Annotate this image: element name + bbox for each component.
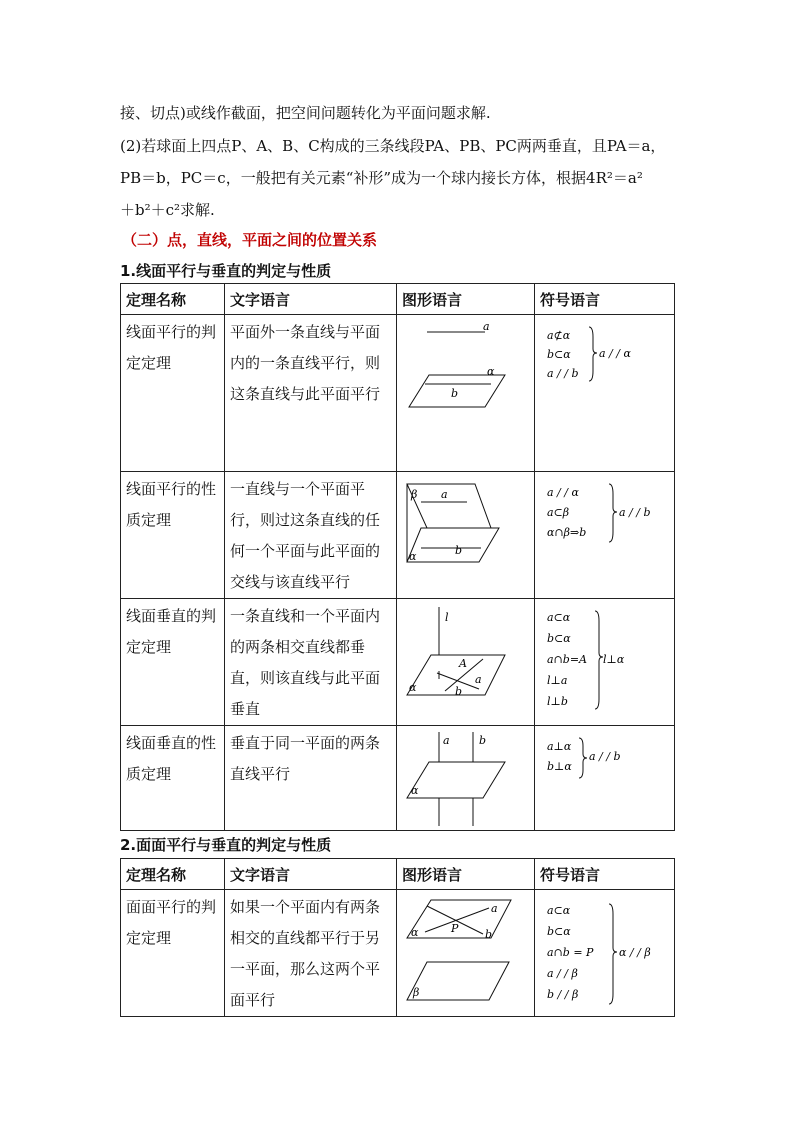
header-symbol: 符号语言: [535, 859, 675, 890]
theorem-name: 线面平行的性质定理: [121, 472, 225, 599]
symbol-line: b⊂α: [547, 632, 571, 645]
label-b: b: [479, 734, 487, 747]
theorem-table-2: [120, 858, 675, 1017]
symbol-line: a∩b = P: [547, 946, 594, 959]
symbol-line: a⊂α: [547, 904, 571, 917]
theorem-text: 一直线与一个平面平行，则过这条直线的任何一个平面与此平面的交线与该直线平行: [225, 472, 397, 599]
symbol-line: a⊥α: [547, 740, 572, 753]
label-b: b: [455, 544, 463, 557]
symbol-line: α∩β⇒b: [547, 526, 587, 539]
table-row: [121, 726, 675, 831]
label-a: a: [443, 734, 450, 747]
section-title: （二）点，直线，平面之间的位置关系: [122, 231, 378, 249]
theorem-symbol: [535, 726, 675, 831]
label-A: A: [459, 657, 467, 670]
symbol-line: a / / β: [547, 967, 578, 980]
header-name: 定理名称: [121, 859, 225, 890]
symbol-line: b⊂α: [547, 348, 571, 361]
header-symbol: 符号语言: [535, 284, 675, 315]
symbol-conclusion: α / / β: [619, 946, 651, 959]
label-alpha: α: [409, 550, 417, 563]
theorem-figure: [397, 726, 535, 831]
theorem-text: 一条直线和一个平面内的两条相交直线都垂直，则该直线与此平面垂直: [225, 599, 397, 726]
table-row: [121, 599, 675, 726]
symbol-line: a⊄α: [547, 329, 571, 342]
theorem-symbol: [535, 599, 675, 726]
theorem-symbol: [535, 315, 675, 472]
label-alpha: α: [487, 365, 495, 378]
label-alpha: α: [411, 784, 419, 797]
subsection-title-2: 2.面面平行与垂直的判定与性质: [120, 836, 332, 854]
symbol-line: a / / b: [547, 367, 579, 380]
symbol-line: b⊥α: [547, 760, 572, 773]
intro-line-2b: PB＝b，PC＝c，一般把有关元素“补形”成为一个球内接长方体，根据4R²＝a²: [120, 169, 643, 187]
label-a: a: [491, 902, 498, 915]
theorem-name: 线面平行的判定定理: [121, 315, 225, 472]
symbol-conclusion: a / / α: [599, 347, 631, 360]
theorem-table-1: [120, 283, 675, 831]
table-row: [121, 890, 675, 1017]
label-a: a: [483, 320, 490, 333]
table-row: [121, 472, 675, 599]
theorem-text: 垂直于同一平面的两条直线平行: [225, 726, 397, 831]
symbol-line: a⊂β: [547, 506, 570, 519]
label-b: b: [455, 685, 463, 698]
header-figure: 图形语言: [397, 859, 535, 890]
theorem-text: 如果一个平面内有两条相交的直线都平行于另一平面，那么这两个平面平行: [225, 890, 397, 1017]
symbol-line: a / / α: [547, 486, 579, 499]
intro-line-2a: (2)若球面上四点P、A、B、C构成的三条线段PA、PB、PC两两垂直，且PA＝a，: [120, 137, 666, 155]
line-plane-parallel-figure: [397, 315, 535, 471]
symbol-conclusion: l⊥α: [603, 653, 625, 666]
header-text: 文字语言: [225, 859, 397, 890]
subsection-title-1: 1.线面平行与垂直的判定与性质: [120, 262, 332, 280]
theorem-text: 平面外一条直线与平面内的一条直线平行，则这条直线与此平面平行: [225, 315, 397, 472]
theorem-figure: [397, 599, 535, 726]
intro-line-1: 接、切点)或线作截面，把空间问题转化为平面问题求解.: [120, 104, 491, 122]
theorem-name: 面面平行的判定定理: [121, 890, 225, 1017]
theorem-name: 线面垂直的性质定理: [121, 726, 225, 831]
theorem-name: 线面垂直的判定定理: [121, 599, 225, 726]
table-header-row: [121, 284, 675, 315]
header-name: 定理名称: [121, 284, 225, 315]
label-alpha: α: [409, 681, 417, 694]
table-header-row: [121, 859, 675, 890]
line-plane-perpendicular-figure: [397, 599, 535, 724]
header-text: 文字语言: [225, 284, 397, 315]
theorem-symbol: [535, 472, 675, 599]
label-a: a: [475, 673, 482, 686]
symbol-line: a⊂α: [547, 611, 571, 624]
line-plane-parallel-property-figure: [397, 472, 535, 597]
symbol-line: b⊂α: [547, 925, 571, 938]
plane-plane-parallel-figure: [397, 890, 535, 1016]
label-b: b: [485, 928, 493, 941]
symbol-line: l⊥b: [547, 695, 568, 708]
intro-line-2c: ＋b²＋c²求解.: [120, 201, 215, 219]
label-alpha: α: [411, 926, 419, 939]
symbol-line: a∩b=A: [547, 653, 587, 666]
perpendicular-lines-parallel-figure: [397, 726, 535, 830]
symbol-conclusion: a / / b: [589, 750, 621, 763]
label-b: b: [451, 387, 459, 400]
label-beta: β: [411, 488, 418, 501]
table-row: [121, 315, 675, 472]
symbol-line: l⊥a: [547, 674, 568, 687]
label-l: l: [445, 611, 449, 624]
theorem-symbol: [535, 890, 675, 1017]
label-P: P: [451, 922, 459, 935]
theorem-figure: [397, 315, 535, 472]
symbol-line: b / / β: [547, 988, 579, 1001]
header-figure: 图形语言: [397, 284, 535, 315]
label-a: a: [441, 488, 448, 501]
theorem-figure: [397, 890, 535, 1017]
symbol-conclusion: a / / b: [619, 506, 651, 519]
label-beta: β: [413, 986, 420, 999]
intro-paragraph-2: [120, 136, 680, 232]
theorem-figure: [397, 472, 535, 599]
